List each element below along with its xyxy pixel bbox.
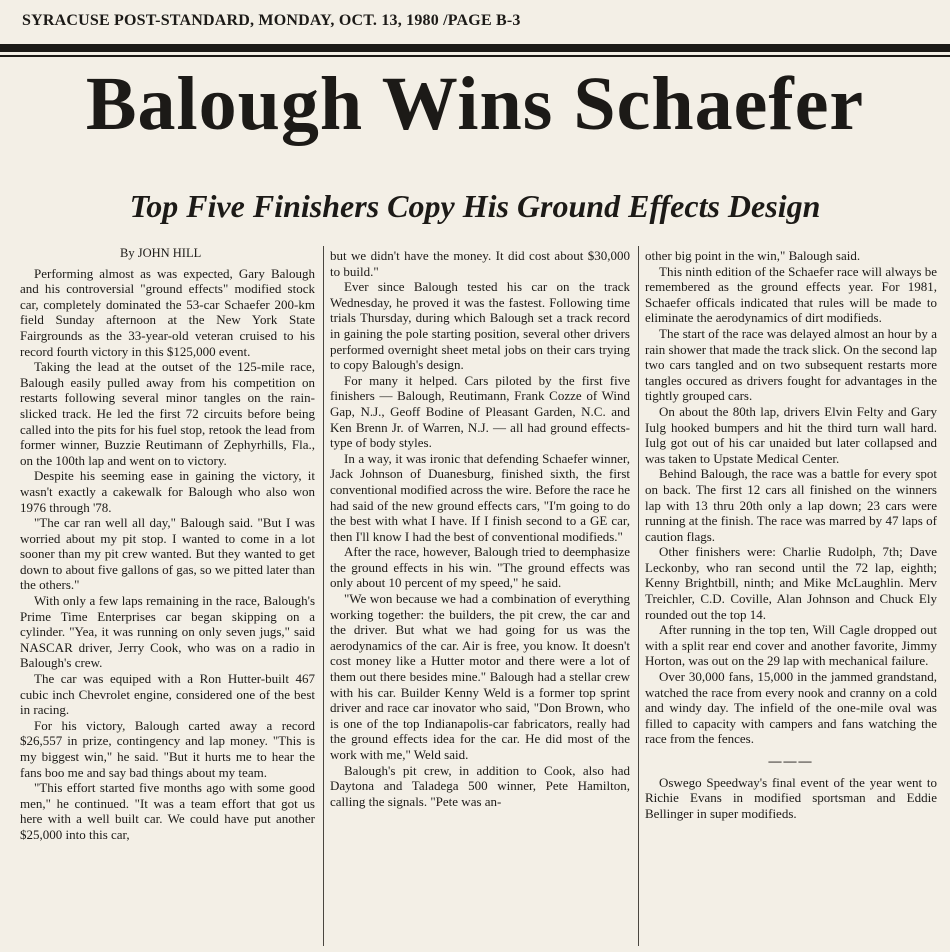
paragraph: but we didn't have the money. It did cost about $30,000 to build." <box>330 248 630 279</box>
paragraph: This ninth edition of the Schaefer race will always be remembered as the ground effects year. For 1981, Schaefer officals indicated that rules will be made to eliminate the aerodynamics of dirt modifieds. <box>645 263 937 326</box>
section-separator: ——— <box>768 753 814 768</box>
paragraph: "We won because we had a combination of everything working together: the builders, the pit crew, the car and the driver. But what we had going for us was the aerodynamics of the car. Air is free, you know. It doesn't cost money like a Hutter motor and there were a lot of them out there besides mine." Balough had a stellar crew with his car. Builder Kenny Weld is a former top sprint driver and race car inovator who said, "Don Brown, who is one of the top Indianapolis-car fabricators, really had the ground effects idea for the car. He did most of the work with me," Weld said. <box>330 591 630 762</box>
masthead: SYRACUSE POST-STANDARD, MONDAY, OCT. 13, 1980 /PAGE B-3 <box>22 12 521 29</box>
article-column-2 <box>330 248 630 952</box>
paragraph: The start of the race was delayed almost an hour by a rain shower that made the track slick. On the second lap two cars tangled and on two subsequent restarts more tangles occured as drivers fought for advantages in the tightly grouped cars. <box>645 325 937 404</box>
article-column-3 <box>645 248 937 952</box>
column-divider <box>638 246 639 946</box>
paragraph: Other finishers were: Charlie Rudolph, 7th; Dave Leckonby, who ran second until the 72 lap, eighth; Kenny Brightbill, ninth; and Mike McLaughlin. Merv Treichler, C.D. Coville, Alan Johnson and Chuck Ely rounded out the top 14. <box>645 544 937 622</box>
paragraph: Oswego Speedway's final event of the year went to Richie Evans in modified sportsman and Eddie Bellinger in super modifieds. <box>645 774 937 821</box>
headline: Balough Wins Schaefer <box>85 62 865 146</box>
masthead-rule-thin <box>0 55 950 57</box>
paragraph: For many it helped. Cars piloted by the first five finishers — Balough, Reutimann, Frank Cozze of Wind Gap, N.J., Geoff Bodine of Pleasant Garden, N.C. and Ken Brenn Jr. of Warren, N.J. — all had ground effects-type of body styles. <box>330 372 630 451</box>
paragraph: With only a few laps remaining in the race, Balough's Prime Time Enterprises car began skipping on a cylinder. "Yea, it was running on only seven jugs," said NASCAR driver, Jerry Cook, who was on a radio in Balough's crew. <box>20 593 315 671</box>
paragraph: In a way, it was ironic that defending Schaefer winner, Jack Johnson of Duanesburg, finished sixth, the first conventional modified across the wire. Before the race he had said of the new ground effects cars, "I'm going to do the best with what I have. If I finish second to a GE car, then I'll know I had the best of conventional modifieds." <box>330 450 630 544</box>
byline: By JOHN HILL <box>120 246 202 260</box>
paragraph: other big point in the win," Balough said. <box>645 248 861 263</box>
paragraph: After the race, however, Balough tried to deemphasize the ground effects in his win. "The ground effects was only about 10 percent of my speed," he said. <box>330 544 630 591</box>
paragraph: The car was equiped with a Ron Hutter-built 467 cubic inch Chevrolet engine, considered one of the best in racing. <box>20 671 315 718</box>
paragraph: Despite his seeming ease in gaining the victory, it wasn't exactly a cakewalk for Balough who also won 1976 through '78. <box>20 468 315 515</box>
paragraph: "The car ran well all day," Balough said. "But I was worried about my pit stop. I wanted to come in a lot sooner than my pit crew wanted. But they wanted to get down to about five gallons of gas, so we pitted later than the others." <box>20 515 315 593</box>
paragraph: Taking the lead at the outset of the 125-mile race, Balough easily pulled away from his competition on restarts following several minor tangles on the rain-slicked track. He led the first 72 circuits before being called into the pits for his fuel stop, retook the lead from former winner, Buzzie Reutimann of Zephyrhills, Fla., on the 100th lap and went on to victory. <box>20 359 315 468</box>
article-column-1 <box>20 246 315 950</box>
paragraph: Behind Balough, the race was a battle for every spot on back. The first 12 cars all finished on the winners lap with 13 thru 20th only a lap down; 23 cars were running at the finish. The race was marred by 47 laps of caution flags. <box>645 466 937 544</box>
paragraph: Balough's pit crew, in addition to Cook, also had Daytona and Taladega 500 winner, Pete Hamilton, calling the signals. "Pete was an- <box>330 762 630 809</box>
paragraph: For his victory, Balough carted away a record $26,557 in prize, contingency and lap money. "This is my biggest win," he said. "But it hurts me to hear the fans boo me and say bad things about my team. <box>20 717 315 780</box>
paragraph: Performing almost as was expected, Gary Balough and his controversial "ground effects" modified stock car, completely dominated the 53-car Schaefer 200-km field Sunday afternoon at the New York State Fairgrounds as the 33-year-old veteran cruised to his record fourth victory in this $125,000 event. <box>20 265 315 359</box>
paragraph: "This effort started five months ago with some good men," he continued. "It was a team effort that got us here with a well built car. We could have put another $25,000 into this car, <box>20 780 315 842</box>
column-divider <box>323 246 324 946</box>
paragraph: After running in the top ten, Will Cagle dropped out with a split rear end cover and another favorite, Jimmy Horton, was out on the 29 lap with mechanical failure. <box>645 622 937 669</box>
subheadline: Top Five Finishers Copy His Ground Effects Design <box>129 188 821 224</box>
paragraph: On about the 80th lap, drivers Elvin Felty and Gary Iulg hooked bumpers and hit the third turn wall hard. Iulg got out of his car unaided but later collapsed and was taken to Upstate Medical Center. <box>645 403 937 466</box>
paragraph: Over 30,000 fans, 15,000 in the jammed grandstand, watched the race from every nook and cranny on a cold and windy day. The infield of the one-mile oval was filled to capacity with campers and fans watching the race from the fences. <box>645 669 937 747</box>
masthead-rule-thick <box>0 44 950 52</box>
paragraph: Ever since Balough tested his car on the track Wednesday, he proved it was the fastest. Following time trials Thursday, during which Balough set a track record in gaining the pole starting position, several other drivers performed overnight sheet metal jobs on their cars trying to copy Balough's design. <box>330 279 630 373</box>
